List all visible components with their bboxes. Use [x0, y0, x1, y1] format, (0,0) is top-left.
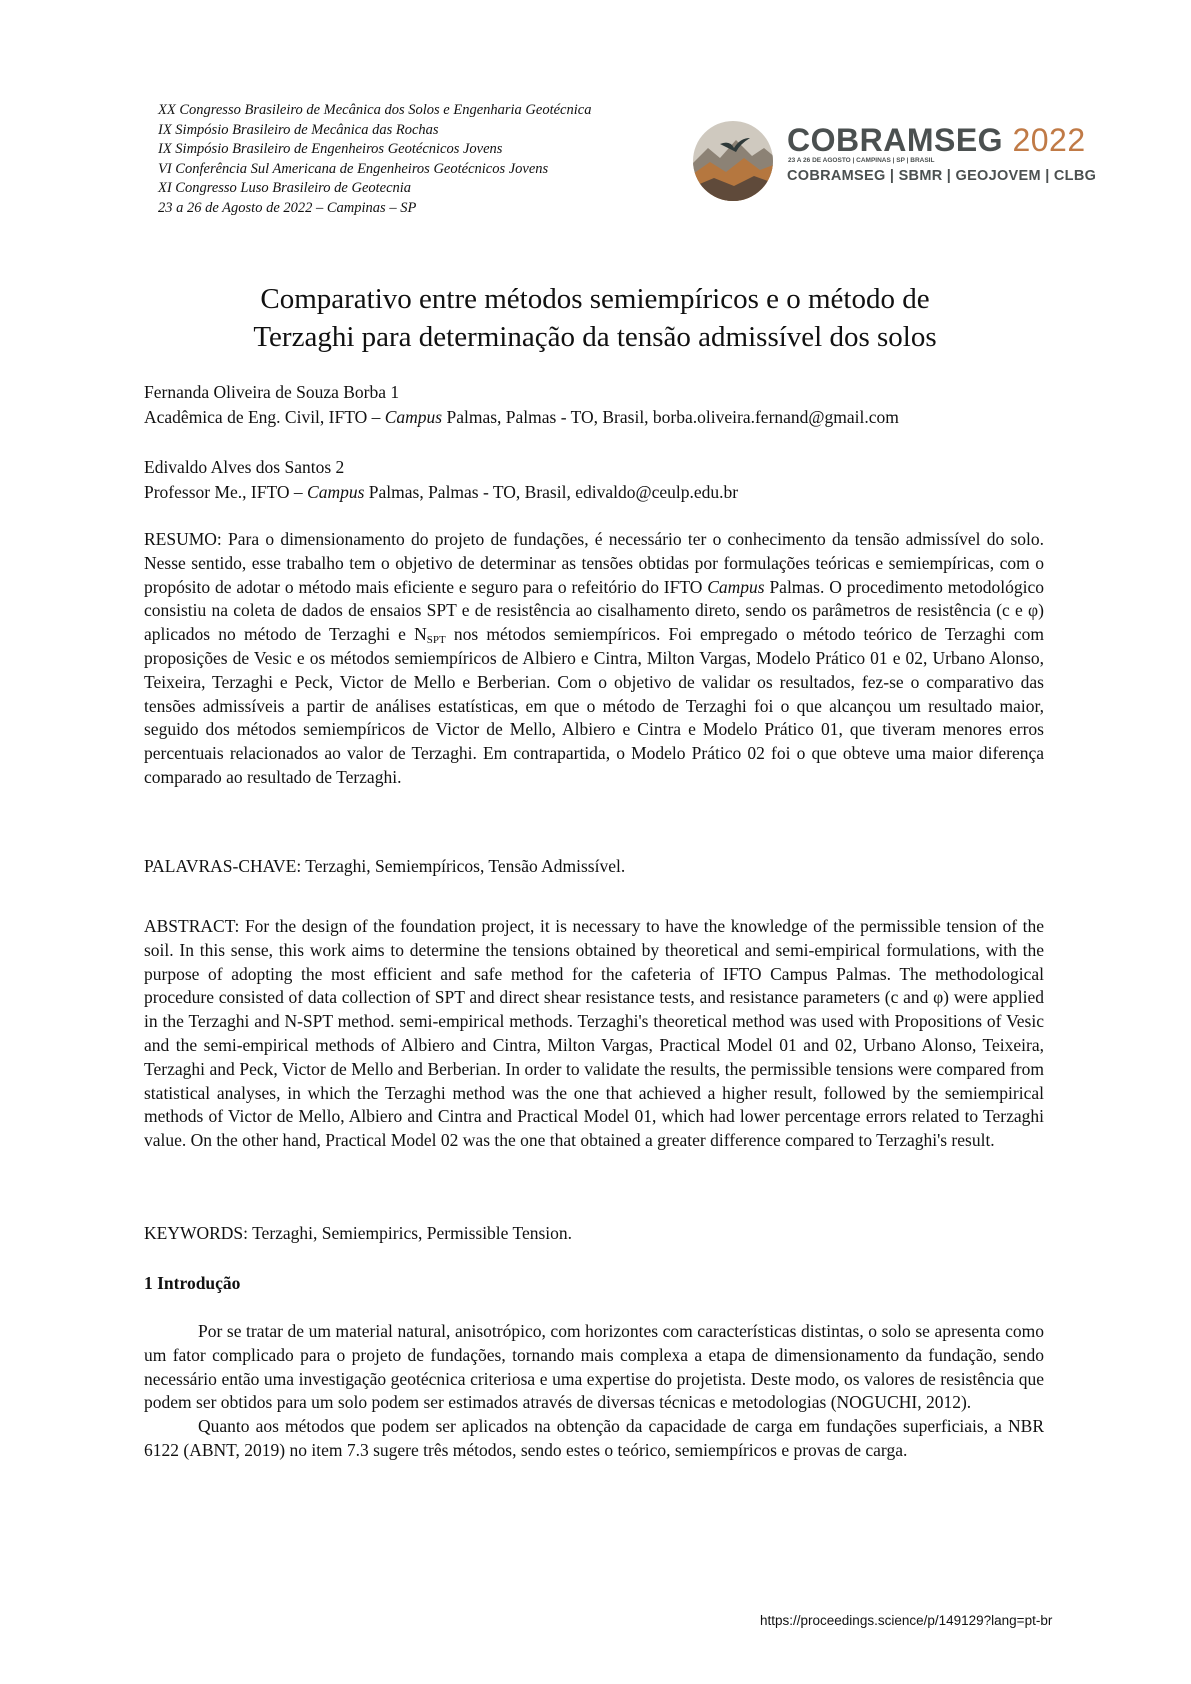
author-name: Edivaldo Alves dos Santos 2	[144, 457, 345, 477]
section-heading: 1 Introdução	[144, 1273, 241, 1293]
footer-url[interactable]: https://proceedings.science/p/149129?lang=pt-br	[760, 1613, 1053, 1628]
author-affiliation: Professor Me., IFTO – Campus Palmas, Palmas - TO, Brasil, edivaldo@ceulp.edu.br	[144, 482, 739, 502]
logo-subtitle: COBRAMSEG | SBMR | GEOJOVEM | CLBG	[787, 168, 1097, 184]
header-line: 23 a 26 de Agosto de 2022 – Campinas – SP	[158, 199, 417, 216]
paper-title	[140, 280, 1050, 356]
mountain-emblem-icon	[690, 118, 776, 204]
header-line: VI Conferência Sul Americana de Engenheiros Geotécnicos Jovens	[158, 160, 549, 177]
header-line: IX Simpósio Brasileiro de Engenheiros Geotécnicos Jovens	[158, 141, 503, 157]
abstract-paragraph: ABSTRACT: For the design of the foundation project, it is necessary to have the knowledge of the permissible tension of the soil. In this sense, this work aims to determine the tensions obtained by theoretical and semi-empirical formulations, with the purpose of adopting the most efficient and safe method for the cafeteria of IFTO Campus Palmas. The methodological procedure consisted of data collection of SPT and direct shear resistance tests, and resistance parameters (c and φ) were applied in the Terzaghi and N-SPT method. semi-empirical methods. Terzaghi's theoretical method was used with Propositions of Vesic and the semi-empirical methods of Albiero and Cintra, Milton Vargas, Practical Model 01 and 02, Urbano Alonso, Teixeira, Terzaghi and Peck, Victor de Mello and Berberian. In order to validate the results, the permissible tensions were compared from statistical analyses, in which the Terzaghi method was the one that achieved a higher result, followed by the semiempirical methods of Victor de Mello, Albiero and Cintra and Practical Model 01, which had lower percentage errors related to Terzaghi value. On the other hand, Practical Model 02 was the one that obtained a greater difference compared to Terzaghi's result.	[144, 916, 1044, 1151]
header-line: IX Simpósio Brasileiro de Mecânica das Rochas	[158, 121, 439, 138]
logo-year: 2022	[1012, 122, 1086, 158]
author-block	[144, 455, 738, 505]
intro-paragraph: Por se tratar de um material natural, anisotrópico, com horizontes com características distintas, o solo se apresenta como um fator complicado para o projeto de fundações, tornando mais complexa a etapa de dimensionamento da fundação, sendo necessário então uma investigação geotécnica criteriosa e uma expertise do projetista. Deste modo, os valores de resistência que podem ser obtidos para um solo podem ser estimados através de diversas técnicas e metodologias (NOGUCHI, 2012).	[144, 1321, 1044, 1413]
intro-paragraph: Quanto aos métodos que podem ser aplicados na obtenção da capacidade de carga em fundações superficiais, a NBR 6122 (ABNT, 2019) no item 7.3 sugere três métodos, sendo estes o teórico, semiempíricos e provas de carga.	[144, 1416, 1044, 1460]
header-line: XI Congresso Luso Brasileiro de Geotecnia	[158, 180, 412, 196]
keywords: KEYWORDS: Terzaghi, Semiempirics, Permissible Tension.	[144, 1223, 573, 1243]
cobramseg-logo	[690, 118, 1097, 204]
resumo-paragraph: RESUMO: Para o dimensionamento do projeto de fundações, é necessário ter o conhecimento da tensão admissível do solo. Nesse sentido, esse trabalho tem o objetivo de determinar as tensões obtidas por formulações teóricas e semiempíricas, com o propósito de adotar o método mais eficiente e seguro para o refeitório do IFTO Campus Palmas. O procedimento metodológico consistiu na coleta de dados de ensaios SPT e de resistência ao cisalhamento direto, sendo os parâmetros de resistência (c e φ) aplicados no método de Terzaghi e $N_{SPT}$ nos métodos semiempíricos. Foi empregado o método teórico de Terzaghi com proposições de Vesic e os métodos semiempíricos de Albiero e Cintra, Milton Vargas, Modelo Prático 01 e 02, Urbano Alonso, Teixeira, Terzaghi e Peck, Victor de Mello e Berberian. Com o objetivo de validar os resultados, fez-se o comparativo das tensões admissíveis a partir de análises estatísticas, em que o método de Terzaghi foi o que alcançou um resultado maior, seguido dos métodos semiempíricos de Victor de Mello, Albiero e Cintra e Modelo Prático 01, que tiveram menores erros percentuais relacionados ao valor de Terzaghi. Em contrapartida, o Modelo Prático 02 foi o que obteve uma maior diferença comparado ao resultado de Terzaghi.	[144, 529, 1044, 787]
logo-date-line: 23 A 26 DE AGOSTO | CAMPINAS | SP | BRASIL	[788, 157, 935, 164]
header-line: XX Congresso Brasileiro de Mecânica dos Solos e Engenharia Geotécnica	[158, 102, 592, 118]
title-line: Terzaghi para determinação da tensão admissível dos solos	[253, 321, 937, 353]
author-name: Fernanda Oliveira de Souza Borba 1	[144, 382, 400, 402]
author-block	[144, 380, 899, 430]
intro-section	[144, 1320, 1044, 1463]
title-line: Comparativo entre métodos semiempíricos e o método de	[260, 283, 930, 315]
palavras-chave: PALAVRAS-CHAVE: Terzaghi, Semiempíricos, Tensão Admissível.	[144, 856, 626, 876]
author-affiliation: Acadêmica de Eng. Civil, IFTO – Campus Palmas, Palmas - TO, Brasil, borba.oliveira.fernand@gmail.com	[144, 407, 899, 427]
logo-word: COBRAMSEG	[787, 122, 1004, 158]
conference-header	[158, 101, 718, 218]
logo-wordmark	[787, 122, 1086, 159]
